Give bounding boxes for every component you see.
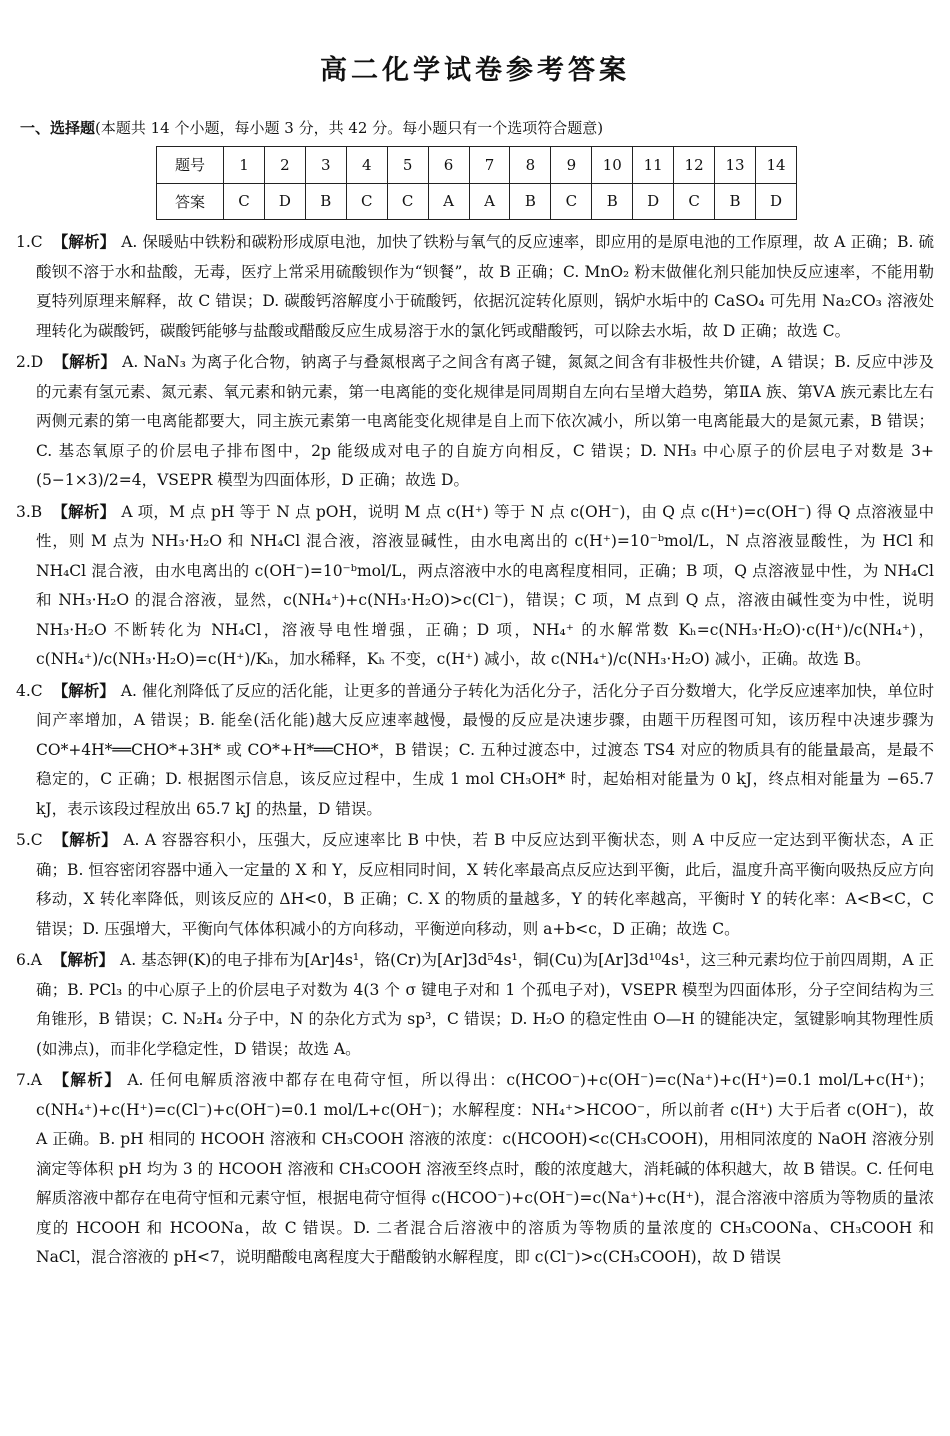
item-number: 7.A	[16, 1071, 42, 1089]
section-heading: 一、选择题	[20, 119, 96, 137]
question-number: 13	[715, 147, 756, 184]
answer-cell: A	[428, 183, 469, 220]
analysis-label: 【解析】	[51, 951, 115, 969]
question-number: 3	[305, 147, 346, 184]
question-number: 5	[387, 147, 428, 184]
question-number: 8	[510, 147, 551, 184]
answer-table	[156, 146, 797, 220]
answer-cell: B	[715, 183, 756, 220]
explanation-item-2	[16, 348, 934, 496]
item-number: 5.C	[16, 831, 43, 849]
answer-cell: C	[346, 183, 387, 220]
analysis-label: 【解析】	[52, 681, 115, 700]
answer-cell: C	[224, 183, 265, 220]
analysis-label: 【解析】	[52, 233, 116, 251]
question-number: 14	[755, 147, 796, 184]
explanation-item-3	[16, 498, 934, 675]
item-text: A. NaN₃ 为离子化合物，钠离子与叠氮根离子之间含有离子键，氮氮之间含有非极性共价键，A 错误；B. 反应中涉及的元素有氢元素、氮元素、氧元素和钠元素，第一电离能的变化规律是同周期自左向右呈增大趋势，第ⅡA 族、第ⅤA 族元素比左右两侧元素的第一电离能都要大，同主族元素第一电离能变化规律是自上而下依次减小，所以第一电离能最大的是氮元素，B 错误；C. 基态氧原子的价层电子排布图中，2p 能级成对电子的自旋方向相反，C 错误；D. NH₃ 中心原子的价层电子对数是 3+(5−1×3)/2=4，VSEPR 模型为四面体形，D 正确；故选 D。	[36, 353, 934, 489]
question-number: 12	[674, 147, 715, 184]
analysis-label: 【解析】	[53, 353, 117, 371]
answer-cell: D	[755, 183, 796, 220]
question-number: 2	[264, 147, 305, 184]
explanation-item-5	[16, 826, 934, 944]
question-number-row	[157, 147, 797, 184]
answer-cell: C	[387, 183, 428, 220]
answer-cell: C	[674, 183, 715, 220]
question-number: 1	[224, 147, 265, 184]
analysis-label: 【解析】	[52, 831, 118, 849]
answer-cell: B	[592, 183, 633, 220]
item-text: A. 基态钾(K)的电子排布为[Ar]4s¹，铬(Cr)为[Ar]3d⁵4s¹，铜(Cu)为[Ar]3d¹⁰4s¹，这三种元素均位于前四周期，A 正确；B. PCl₃ 的中心原子上的价层电子对数为 4(3 个 σ 键电子对和 1 个孤电子对)，VSEPR 模型为四面体形，分子空间结构为三角锥形，B 错误；C. N₂H₄ 分子中，N 的杂化方式为 sp³，C 错误；D. H₂O 的稳定性由 O—H 的键能决定，氢键影响其物理性质(如沸点)，而非化学稳定性，D 错误；故选 A。	[36, 951, 934, 1058]
item-number: 2.D	[16, 353, 44, 371]
item-text: A 项，M 点 pH 等于 N 点 pOH，说明 M 点 c(H⁺) 等于 N 点 c(OH⁻)，由 Q 点 c(H⁺)=c(OH⁻) 得 Q 点溶液显中性，则 M 点为 NH₃·H₂O 和 NH₄Cl 混合液，溶液显碱性，由水电离出的 c(H⁺)=10⁻ᵇmol/L，N 点溶液显酸性，为 HCl 和 NH₄Cl 混合液，由水电离出的 c(OH⁻)=10⁻ᵇmol/L，两点溶液中水的电离程度相同，正确；B 项，Q 点溶液显中性，为 NH₄Cl 和 NH₃·H₂O 的混合溶液，显然，c(NH₄⁺)+c(NH₃·H₂O)>c(Cl⁻)，错误；C 项，M 点到 Q 点，溶液由碱性变为中性，说明 NH₃·H₂O 不断转化为 NH₄Cl，溶液导电性增强，正确；D 项，NH₄⁺ 的水解常数 Kₕ=c(NH₃·H₂O)·c(H⁺)/c(NH₄⁺)，c(NH₄⁺)/c(NH₃·H₂O)=c(H⁺)/Kₕ，加水稀释，Kₕ 不变，c(H⁺) 减小，故 c(NH₄⁺)/c(NH₃·H₂O) 减小，正确。故选 B。	[36, 502, 934, 668]
question-number: 11	[633, 147, 674, 184]
analysis-label: 【解析】	[51, 1071, 122, 1089]
question-number: 9	[551, 147, 592, 184]
page-title: 高二化学试卷参考答案	[320, 55, 630, 86]
answer-cell: D	[264, 183, 305, 220]
item-number: 1.C	[16, 233, 43, 251]
row-label-answer: 答案	[157, 183, 224, 220]
item-number: 4.C	[16, 681, 43, 700]
question-number: 7	[469, 147, 510, 184]
item-text: A. 保暖贴中铁粉和碳粉形成原电池，加快了铁粉与氧气的反应速率，即应用的是原电池的工作原理，故 A 正确；B. 硫酸钡不溶于水和盐酸，无毒，医疗上常采用硫酸钡作为“钡餐”，故 B 正确；C. MnO₂ 粉末做催化剂只能加快反应速率，不能用勒夏特列原理来解释，故 C 错误；D. 碳酸钙溶解度小于硫酸钙，依据沉淀转化原则，锅炉水垢中的 CaSO₄ 可先用 Na₂CO₃ 溶液处理转化为碳酸钙，碳酸钙能够与盐酸或醋酸反应生成易溶于水的氯化钙或醋酸钙，可以除去水垢，故 D 正确；故选 C。	[36, 233, 934, 340]
question-number: 6	[428, 147, 469, 184]
row-label-number: 题号	[157, 147, 224, 184]
item-text: A. A 容器容积小，压强大，反应速率比 B 中快，若 B 中反应达到平衡状态，则 A 中反应一定达到平衡状态，A 正确；B. 恒容密闭容器中通入一定量的 X 和 Y，反应相同时间，X 转化率最高点反应达到平衡，此后，温度升高平衡向吸热反应方向移动，X 转化率降低，则该反应的 ΔH<0，B 正确；C. X 的物质的量越多，Y 的转化率越高，平衡时 Y 的转化率：A<B<C，C 错误；D. 压强增大，平衡向气体体积减小的方向移动，平衡逆向移动，则 a+b<c，D 正确；故选 C。	[36, 831, 934, 938]
answer-cell: B	[305, 183, 346, 220]
explanation-item-1	[16, 228, 934, 346]
answer-cell: C	[551, 183, 592, 220]
answer-cell: D	[633, 183, 674, 220]
explanation-item-6	[16, 946, 934, 1064]
page-bottom-margin	[0, 1377, 950, 1436]
answer-cell: A	[469, 183, 510, 220]
explanation-item-4	[16, 677, 934, 825]
explanation-item-7	[16, 1066, 934, 1273]
section-header	[20, 118, 935, 138]
analysis-label: 【解析】	[52, 502, 116, 521]
item-text: A. 催化剂降低了反应的活化能，让更多的普通分子转化为活化分子，活化分子百分数增大，化学反应速率加快，单位时间产率增加，A 错误；B. 能垒(活化能)越大反应速率越慢，最慢的反应是决速步骤，由题干历程图可知，该历程中决速步骤为 CO*+4H*══CHO*+3H* 或 CO*+H*══CHO*，B 错误；C. 五种过渡态中，过渡态 TS4 对应的物质具有的能量最高，是最不稳定的，C 正确；D. 根据图示信息，该反应过程中，生成 1 mol CH₃OH* 时，起始相对能量为 0 kJ，终点相对能量为 −65.7 kJ，表示该段过程放出 65.7 kJ 的热量，D 错误。	[36, 681, 934, 818]
answer-cell: B	[510, 183, 551, 220]
section-note: (本题共 14 个小题，每小题 3 分，共 42 分。每小题只有一个选项符合题意)	[95, 119, 604, 137]
item-text: A. 任何电解质溶液中都存在电荷守恒，所以得出：c(HCOO⁻)+c(OH⁻)=c(Na⁺)+c(H⁺)=0.1 mol/L+c(H⁺)；c(NH₄⁺)+c(H⁺)=c(Cl⁻)+c(OH⁻)=0.1 mol/L+c(OH⁻)；水解程度：NH₄⁺>HCOO⁻，所以前者 c(H⁺) 大于后者 c(OH⁻)，故 A 正确。B. pH 相同的 HCOOH 溶液和 CH₃COOH 溶液的浓度：c(HCOOH)<c(CH₃COOH)，用相同浓度的 NaOH 溶液分别滴定等体积 pH 均为 3 的 HCOOH 溶液和 CH₃COOH 溶液至终点时，酸的浓度越大，消耗碱的体积越大，故 B 错误。C. 任何电解质溶液中都存在电荷守恒和元素守恒，根据电荷守恒得 c(HCOO⁻)+c(OH⁻)=c(Na⁺)+c(H⁺)，混合溶液中溶质为等物质的量浓度的 HCOOH 和 HCOONa，故 C 错误。D. 二者混合后溶液中的溶质为等物质的量浓度的 CH₃COONa、CH₃COOH 和 NaCl，混合溶液的 pH<7，说明醋酸电离程度大于醋酸钠水解程度，即 c(Cl⁻)>c(CH₃COOH)，故 D 错误	[36, 1071, 934, 1266]
explanations-list	[16, 228, 934, 1275]
question-number: 4	[346, 147, 387, 184]
item-number: 6.A	[16, 951, 42, 969]
item-number: 3.B	[16, 502, 43, 521]
answer-row	[157, 183, 797, 220]
question-number: 10	[592, 147, 633, 184]
